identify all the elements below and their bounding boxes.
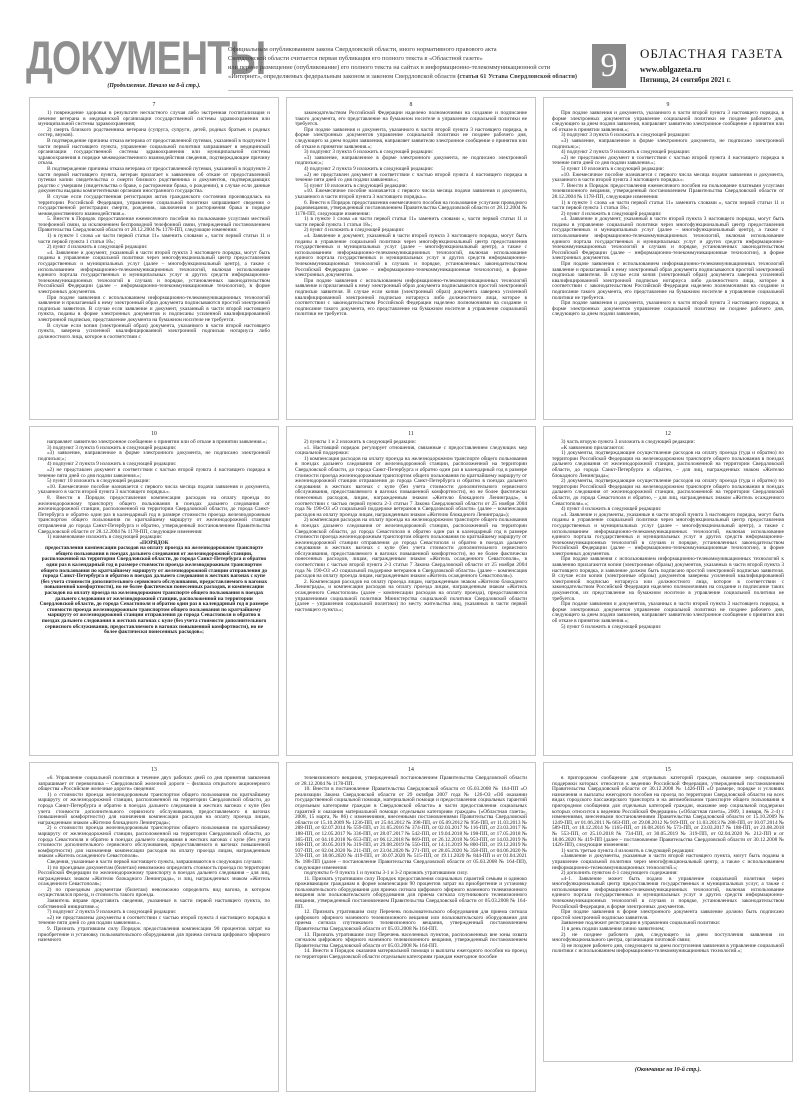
paragraph: Сведения, указанные в части первой настоящего пункта, запрашиваются в следующих случаях: xyxy=(47,858,263,865)
paragraph: 8. Внести в Порядок предоставления компенсации расходов на оплату проезда по железнодорожному транспорту общего пользования в поездах дальнего следования от железнодорожной станции, расположенной на территории Свердловской области, до города Санкт-Петербурга и обратно один раз в календарный год в размере стоимости проезда железнодорожным транспортом общего пользования по кратчайшему маршруту от железнодорожной станции отправления до города Санкт-Петербурга и обратно, утвержденный постановлением Правительства Свердловской области от 28.12.2004 № 1178-ПП, следующие изменения: xyxy=(38,494,270,535)
paragraph: 5) пункт 10 изложить в следующей редакции: xyxy=(561,165,664,172)
paragraph: 1) в пункте 1 слова «и части первой статьи 11» заменить словами «, части первой статьи 11 и части первой пункта 1 статьи 18»; xyxy=(295,216,527,228)
paragraph: 5. Внести в Порядок предоставления ежемесячного пособия на пользование услугами местной телефонной связи, за исключением беспроводной телефонной связи, утвержденный постановлением Правительства Свердловской области от 28.12.2004 № 1178-ПП, следующие изменения: xyxy=(38,216,270,234)
paragraph: 2) пункт 4 изложить в следующей редакции: xyxy=(47,244,148,251)
paragraph: 13. Признать утратившим силу Перечень населенных пунктов, расположенных вне зоны охвата сигналом цифрового эфирного наземного телевизионного вещания, утвержденный постановлением Правительства Свердловской области от 05.03.2008 № 164-ПП. xyxy=(295,931,527,949)
paragraph: «4. Заявление и документ, указанный в части второй пункта 3 настоящего порядка, могут быть поданы в управление социальной политики через многофункциональный центр предоставления государственных и муниципальных услуг (далее – многофункциональный центр), а также с использованием информационно-телекоммуникационных технологий, включая использование единого портала государственных и муниципальных услуг и других средств информационно-телекоммуникационных технологий в случаях и порядке, установленных законодательством Российской Федерации (далее – информационно-телекоммуникационные технологии), в форме электронных документов. xyxy=(38,249,270,295)
paragraph: 4) подпункт 2 пункта 9 изложить в следующей редакции: xyxy=(47,461,177,468)
paragraph: 2) дополнить пунктом 4-1 следующего содержания: xyxy=(561,870,678,877)
header-divider xyxy=(228,90,793,91)
paragraph: «6. Управление социальной политики в течение двух рабочих дней со дня принятия заявления запрашивает от перевозчика – Свердловской железной дороги – филиала открытого акционерного общества «Российские железные дороги» сведения: xyxy=(38,775,270,793)
paragraph: 2) компенсация расходов на оплату проезда на железнодорожном транспорте общего пользования в поездах дальнего следования от железнодорожной станции, расположенной на территории Свердловской области, до города Севастополя и обратно один раз в календарный год в размере стоимости проезда железнодорожным транспортом общего пользования по кратчайшему маршруту от железнодорожной станции отправления до города Севастополя и обратно в поездах дальнего следования в жестких вагонах с купе (без учета стоимости дополнительного сервисного обслуживания, предоставляемого в вагонах повышенной комфортности), но не более фактически понесенных расходов, лицам, награжденным знаком «Житель осажденного Севастополя», в соответствии с частью второй пункта 2-3 статьи 7 Закона Свердловской области от 25 ноября 2004 года № 190-ОЗ «О социальной поддержке ветеранов в Свердловской области» (далее – компенсация расходов на оплату проезда лицам, награжденным знаком «Житель осажденного Севастополя»). xyxy=(295,517,527,580)
paragraph: подпункты 6–9 пункта 1 и пункты 3-1 и 3-2 признать утратившими силу. xyxy=(304,870,469,877)
paragraph: «К заявлению прилагаются: xyxy=(561,444,625,451)
paragraph: 1) в день подачи заявления лично заявителем; xyxy=(561,926,665,933)
article-block-15 xyxy=(543,762,793,1062)
paragraph: При подаче заявления с использованием информационно-телекоммуникационных технологий заявление и прилагаемый к нему электронный образ документа подписываются простой электронной подписью заявителя. В случае если копия (электронный образ) документа заверена усиленной квалифицированной электронной подписью нотариуса либо должностного лица, которое в соответствии с законодательством Российской Федерации наделено полномочиями на создание и подписание такого документа, его представление на бумажном носителе в управление социальной политики не требуется. xyxy=(552,261,784,301)
paragraph: 2) о стоимости проезда железнодорожным транспортом общего пользования по кратчайшему маршруту от железнодорожной станции, расположенной на территории Свердловской области, до города Севастополя и обратно в поездах дальнего следования в жестких вагонах с купе (без учета стоимости дополнительного сервисного обслуживания, предоставляемого в вагонах повышенной комфортности) для назначения компенсации расходов на оплату проезда лицам, награжденным знаком «Житель осажденного Севастополя». xyxy=(38,825,270,860)
paragraph: 2) пункт 4 изложить в следующей редакции: xyxy=(561,210,662,217)
paragraph: 2) документы, подтверждающие осуществление расходов на оплату проезда (туда и обратно) по территории Российской Федерации на железнодорожном транспорте общего пользования в поездах дальнего следования от железнодорожной станции, расположенной на территории Свердловской области, до города Севастополя и обратно, – для лиц, награжденных знаком «Житель осажденного Севастополя».»; xyxy=(552,478,784,507)
paragraph: При подаче заявления с использованием информационно-телекоммуникационных технологий заявление и прилагаемый к нему электронный образ документа подписываются простой электронной подписью заявителя. В случае если заявление и документ, указанный в части второй настоящего пункта, поданы в форме электронных документов и подписаны усиленной квалифицированной электронной подписью, представление документа на бумажном носителе не требуется. xyxy=(38,294,270,323)
paragraph: При подаче заявления и документа, указанного в части второй пункта 3 настоящего порядка, в форме электронных документов управление социальной политики не позднее рабочего дня, следующего за днем подачи заявления, xyxy=(552,300,784,318)
paragraph: 6. Внести в Порядок предоставления ежемесячного пособия на пользование услугами проводного радиовещания, утвержденный постановлением Правительства Свердловской области от 28.12.2004 № 1178-ПП, следующие изменения: xyxy=(295,199,527,217)
article-block-14 xyxy=(286,762,536,1092)
paragraph: При подаче заявления и документов, указанных в части второй пункта 3 настоящего порядка, в форме электронных документов управление социальной политики не позднее рабочего дня, следующего за днем подачи заявления, направляет заявителю электронное сообщение о принятии или об отказе в принятии заявления.»; xyxy=(552,601,784,624)
block-body xyxy=(38,776,270,944)
paragraph: «3) заявление, направленное в форме электронного документа, не подписано электронной подписью;»; xyxy=(295,154,527,167)
newspaper-name: ОБЛАСТНАЯ ГАЗЕТА xyxy=(640,46,784,61)
paragraph: 11. Признать утратившим силу Порядок предоставления социальных гарантий семьям и одиноко проживающим гражданам в форме компенсации 90 процентов затрат на приобретение и установку пользовательского оборудования для приема сигнала цифрового эфирного наземного телевизионного вещания или пользовательского оборудования для приема сигнала спутникового телевизионного вещания, утвержденный постановлением Правительства Свердловской области от 05.03.2008 № 164-ПП. xyxy=(295,875,527,910)
paragraph: 5) пункт 10 изложить в следующей редакции: xyxy=(47,478,150,485)
paragraph: 10. Внести в постановление Правительства Свердловской области от 05.03.2008 № 164-ПП «О реализации Закона Свердловской области от 29 октября 2007 года № 126-ОЗ «Об оказании государственной социальной помощи, материальной помощи и предоставлении социальных гарантий отдельным категориям граждан в Свердловской области» в части предоставления социальных гарантий и оказания материальной помощи отдельным категориям граждан» («Областная газета», 2008, 15 марта, № 86) с изменениями, внесенными постановлениями Правительства Свердловской области от 15.10.2009 № 1236-ПП, от 25.04.2012 № 398-ПП, от 05.09.2012 № 956-ПП, от 11.03.2013 № 288-ПП, от 02.07.2014 № 559-ПП, от 31.05.2016 № 374-ПП, от 02.03.2017 № 116-ПП, от 23.03.2017 № 188-ПП, от 12.05.2017 № 336-ПП, от 28.07.2017 № 542-ПП, от 19.04.2018 № 198-ПП, от 17.05.2018 № 305-ПП, от 04.10.2018 № 653-ПП, от 06.12.2018 № 869-ПП, от 26.12.2018 № 953-ПП, от 14.03.2019 № 168-ПП, от 30.05.2019 № 319-ПП, от 29.08.2019 № 550-ПП, от 14.11.2019 № 800-ПП, от 19.12.2019 № 937-ПП, от 02.04.2020 № 211-ПП, от 23.04.2020 № 271-ПП, от 28.05.2020 № 358-ПП, от 04.06.2020 № 378-ПП, от 18.06.2020 № 419-ПП, от 30.07.2020 № 515-ПП, от 19.11.2020 № 844-ПП и от 01.04.2021 № 188-ПП (далее – постановление Правительства Свердловской области от 05.03.2008 № 164-ПП), следующие изменения: xyxy=(295,786,527,871)
paragraph: 4) подпункт 2 пункта 9 изложить в следующей редакции: xyxy=(561,149,691,156)
continuation-note: (Продолжение. Начало на 8-й стр.). xyxy=(107,83,201,89)
ending-note: (Окончание на 10-й стр.). xyxy=(634,1067,702,1073)
paragraph: 1) в пункте 1 слова «и части первой статьи 11» заменить словами «, части первой статьи 11 и части первой пункта 1 статьи 18»; xyxy=(552,199,784,212)
last-column-cell xyxy=(543,762,793,1092)
paragraph: 1) документы, подтверждающие осуществление расходов на оплату проезда (туда и обратно) по территории Российской Федерации на железнодорожном транспорте общего пользования в поездах дальнего следования от железнодорожной станции, расположенной на территории Свердловской области, до города Санкт-Петербурга и обратно, – для лиц, награжденных знаком «Жителю блокадного Ленинграда»; xyxy=(552,450,784,479)
page-number-badge: 9 xyxy=(592,44,626,88)
paragraph: 4) пункт 4 изложить в следующей редакции: xyxy=(561,506,662,513)
paragraph: При подаче заявления в форме электронного документа заявление должно быть подписано простой электронной подписью заявителя. xyxy=(552,909,784,921)
paragraph: В подтверждение причины отказа ветерана от предоставленной путевки, указанной в подпункте 1 части первой настоящего пункта, управление социальной политики запрашивает в медицинской организации государственной системы здравоохранения или муниципальной системы здравоохранения в порядке межведомственного взаимодействия сведения, подтверждающие причину отказа. xyxy=(38,137,270,167)
paragraph: законодательством Российской Федерации наделено полномочиями на создание и подписание такого документа, его представление на бумажном носителе в управление социальной политики не требуется. xyxy=(295,110,527,128)
paragraph: «4. Заявление и документ, указанный в части второй пункта 3 настоящего порядка, могут быть поданы в управление социальной политики через многофункциональный центр предоставления государственных и муниципальных услуг (далее – многофункциональный центр), а также с использованием информационно-телекоммуникационных технологий, включая использование единого портала государственных и муниципальных услуг и других средств информационно-телекоммуникационных технологий в случаях и порядке, установленных законодательством Российской Федерации (далее – информационно-телекоммуникационные технологии), в форме электронных документов. xyxy=(552,216,784,262)
block-body xyxy=(38,440,270,636)
paragraph: «2) не представлен документ в соответствии с частью второй пункта 4 настоящего порядка в течение пяти дней со дня подачи заявления.»; xyxy=(552,154,784,167)
paragraph: 2) не позднее рабочего дня, следующего за днем поступления заявления из многофункционального центра, организации почтовой связи; xyxy=(552,931,784,944)
paragraph: При подаче заявления с использованием информационно-телекоммуникационных технологий заявление и прилагаемый к нему электронный образ документа подписываются простой электронной подписью заявителя. В случае если копия (электронный образ) документа заверена усиленной квалифицированной электронной подписью нотариуса либо должностного лица, которое в соответствии с законодательством Российской Федерации наделено полномочиями на создание и подписание такого документа, его представление на бумажном носителе в управление социальной политики не требуется. xyxy=(295,277,527,318)
paragraph: 3) подпункт 3 пункта 6 изложить в следующей редакции: xyxy=(304,149,434,156)
paragraph: 2) по проездным документам (билетам) невозможно определить вид вагона, в котором осуществлялся проезд, и стоимость такого проезда. xyxy=(38,886,270,899)
paragraph: 2. Компенсация расходов на оплату проезда лицам, награжденным знаком «Жителю блокадного Ленинграда», и компенсация расходов на оплату проезда лицам, награжденным знаком «Житель осажденного Севастополя» (далее – компенсации расходов на оплату проезда), предоставляются управлениями социальной политики Министерства социальной политики Свердловской области (далее – управления социальной политики) по месту жительства лиц, указанных в части первой настоящего пункта.»; xyxy=(295,578,527,613)
issue-date: Пятница, 24 сентября 2021 г. xyxy=(640,76,731,84)
block-number: 7 xyxy=(152,102,156,108)
paragraph: «4. Заявление и документ, указанный в части второй пункта 3 настоящего порядка, могут быть поданы в управление социальной политики через многофункциональный центр предоставления государственных и муниципальных услуг (далее – многофункциональный центр), а также с использованием информационно-телекоммуникационных технологий, включая использование единого портала государственных и муниципальных услуг и других средств информационно-телекоммуникационных технологий в случаях и порядке, установленных законодательством Российской Федерации (далее – информационно-телекоммуникационные технологии), в форме электронных документов. xyxy=(295,233,527,279)
block-number: 13 xyxy=(151,767,157,773)
article-block-7 xyxy=(29,97,279,420)
paragraph: «10. Ежемесячное пособие назначается с первого числа месяца подачи заявления и документа, указанного в части второй пункта 3 настоящего порядка.». xyxy=(552,171,784,184)
paragraph: 1) по проездным документам (билетам) невозможно определить стоимость проезда по территории Российской Федерации по железнодорожному транспорту в поездах дальнего следования – для лиц, награжденных знаком «Жителю блокадного Ленинграда», и лиц, награжденных знаком «Житель осажденного Севастополя»; xyxy=(38,864,270,888)
paragraph: 2) пункты 1 и 2 изложить в следующей редакции: xyxy=(304,439,417,445)
paragraph: «10. Ежемесячное пособие назначается с первого числа месяца подачи заявления и документа, указанного в части второй пункта 3 настоящего порядка.». xyxy=(38,483,270,496)
paragraph: «Заявление и документы, указанные в части второй настоящего пункта, могут быть поданы в управление социальной политики через многофункциональный центр, а также с использованием информационно-телекоммуникационных технологий.»; xyxy=(552,853,784,871)
article-grid xyxy=(29,97,793,1092)
paragraph: 2) пункт 4 изложить в следующей редакции: xyxy=(304,227,405,234)
paragraph: «10. Ежемесячное пособие назначается с первого числа месяца подачи заявления и документа, указанного в части второй пункта 3 настоящего порядка.». xyxy=(295,188,527,200)
paragraph: 3) подпункт 3 пункта 6 изложить в следующей редакции: xyxy=(47,444,177,451)
paragraph: 7) подпункт 2 пункта 9 изложить в следующей редакции: xyxy=(47,909,177,916)
paragraph: «3) заявление, направленное в форме электронного документа, не подписано электронной подписью;»; xyxy=(38,450,270,462)
paragraph: 4) подпункт 2 пункта 9 изложить в следующей редакции: xyxy=(304,165,434,172)
block-body xyxy=(38,111,270,340)
masthead-subtitle xyxy=(228,45,588,81)
paragraph: 1) компенсация расходов на оплату проезда на железнодорожном транспорте общего пользования в поездах дальнего следования от железнодорожной станции, расположенной на территории Свердловской области, до города Санкт-Петербурга и обратно один раз в календарный год в размере стоимости проезда железнодорожным транспортом общего пользования по кратчайшему маршруту от железнодорожной станции отправления до города Санкт-Петербурга и обратно в поездах дальнего следования в жестких вагонах с купе (без учета стоимости дополнительного сервисного обслуживания, предоставляемого в вагонах повышенной комфортности), но не более фактически понесенных расходов, лицам, награжденным знаком «Жителю блокадного Ленинграда», в соответствии с частью первой пункта 2-3 статьи 7 Закона Свердловской области от 25 ноября 2004 года № 190-ОЗ «О социальной поддержке ветеранов в Свердловской области» (далее – компенсация расходов на оплату проезда лицам, награжденным знаком «Жителю блокадного Ленинграда»); xyxy=(295,455,527,518)
paragraph: 2) смерть близкого родственника ветерана (супруга, супруги, детей, родных братьев и родных сестер, внуков). xyxy=(38,126,270,139)
paragraph: 3) часть вторую пункта 3 изложить в следующей редакции: xyxy=(561,439,695,445)
subtitle-line: Свердловской области считается первая публикация его полного текста в «Областной газете» xyxy=(228,55,483,62)
newspaper-info xyxy=(640,46,795,84)
subtitle-line: «Интернет», определяемых федеральным законом и законом Свердловской области (статья 61 Устава Свердловской области) xyxy=(228,73,578,80)
paragraph: В случае если копия (электронный образ) документа, указанного в части второй настоящего пункта, заверена усиленной квалифицированной электронной подписью нотариуса либо должностного лица, которое в соответствии с xyxy=(38,322,270,340)
paragraph: телевизионного вещания, утвержденный постановлением Правительства Свердловской области от 28.12.2004 № 1178-ПП. xyxy=(295,775,527,787)
subtitle-bold-citation: (статья 61 Устава Свердловской области) xyxy=(457,73,578,80)
block-body xyxy=(552,111,784,318)
subtitle-line: или первое размещение (опубликование) его полного текста на сайтах в информационно-телекоммуникационной сети xyxy=(228,64,551,71)
paragraph: 1) часть третью пункта 4 изложить в следующей редакции: xyxy=(561,847,695,854)
block-body xyxy=(295,440,527,613)
paragraph: В случае если государственная регистрация актов гражданского состояния производилась на территории Российской Федерации, управление социальной политики запрашивает сведения о государственной регистрации смерти, рождения, заключения и расторжения брака в порядке межведомственного взаимодействия.». xyxy=(38,193,270,217)
paragraph: направляет заявителю электронное сообщение о принятии или об отказе в принятии заявления.»; xyxy=(47,439,268,445)
block-number: 15 xyxy=(665,767,671,773)
block-number: 9 xyxy=(666,102,670,108)
paragraph: 12. Признать утратившим силу Перечень пользовательского оборудования для приема сигнала цифрового эфирного наземного телевизионного вещания или пользовательского оборудования для приема сигнала спутникового телевизионного вещания, утвержденный постановлением Правительства Свердловской области от 05.03.2008 № 164-ПП. xyxy=(295,909,527,933)
article-block-12 xyxy=(543,426,793,756)
paragraph: 1) наименование изложить в следующей редакции: xyxy=(47,534,163,541)
paragraph: «2) не представлены документы в соответствии с частью второй пункта 4 настоящего порядка в течение пяти дней со дня подачи заявления.». xyxy=(38,914,270,927)
paragraph: 14. Внести в Порядок оказания материальной помощи и выплаты ежегодного пособия на проезд по территории Свердловской области отдельным категориям граждан ежегодное пособие xyxy=(295,948,527,960)
article-block-13 xyxy=(29,762,279,1092)
paragraph: 1) о стоимости проезда железнодорожным транспортом общего пользования по кратчайшему маршруту от железнодорожной станции, расположенной на территории Свердловской области, до города Санкт-Петербурга и обратно в поездах дальнего следования в жестких вагонах с купе (без учета стоимости дополнительного сервисного обслуживания, предоставляемого в вагонах повышенной комфортности) для назначения компенсации расходов на оплату проезда лицам, награжденным знаком «Жителю блокадного Ленинграда»; xyxy=(38,791,270,826)
paragraph: 5) пункт 6 изложить в следующей редакции: xyxy=(561,623,662,630)
block-number: 11 xyxy=(408,431,414,437)
paragraph: предоставления компенсации расходов на оплату проезда на железнодорожном транспорте общего пользования в поездах дальнего следования от железнодорожной станции, расположенной на территории Свердловской области, до города Санкт-Петербурга и обратно один раз в календарный год в размере стоимости проезда железнодорожным транспортом общего пользования по кратчайшему маршруту от железнодорожной станции отправления до города Санкт-Петербурга и обратно в поездах дальнего следования в жестких вагонах с купе (без учета стоимости дополнительного сервисного обслуживания, предоставляемого в вагонах повышенной комфортности), но не более фактически понесенных расходов, и компенсации расходов на оплату проезда на железнодорожном транспорте общего пользования в поездах дальнего следования от железнодорожной станции, расположенной на территории Свердловской области, до города Севастополя и обратно один раз в календарный год в размере стоимости проезда железнодорожным транспортом общего пользования по кратчайшему маршруту от железнодорожной станции отправления до города Севастополя и обратно в поездах дальнего следования в жестких вагонах с купе (без учета стоимости дополнительного сервисного обслуживания, предоставляемого в вагонах повышенной комфортности), но не более фактически понесенных расходов»; xyxy=(39,545,269,636)
paragraph: В подтверждение причины отказа ветерана от предоставленной путевки, указанной в подпункте 2 части первой настоящего пункта, ветеран прилагает к заявлению об отказе от предоставленной путевки копии свидетельства о смерти близкого родственника и документов, подтверждающих родство с умершим (свидетельства о браке, о расторжении брака, о рождении), в случае если данные документы выданы компетентными органами иностранного государства. xyxy=(38,165,270,195)
paragraph: При подаче заявления и документа, указанного в части второй пункта 3 настоящего порядка, в форме электронных документов управление социальной политики не позднее рабочего дня, следующего за днем подачи заявления, направляет заявителю электронное сообщение о принятии или об отказе в принятии заявления.»; xyxy=(552,110,784,133)
block-body xyxy=(295,776,527,961)
article-block-11 xyxy=(286,426,536,756)
block-body xyxy=(552,776,784,955)
article-block-8 xyxy=(286,97,536,420)
paragraph: Заявление подлежит регистрации в управлении социальной политики: xyxy=(561,920,721,927)
block-number: 14 xyxy=(408,767,414,773)
block-number: 12 xyxy=(665,431,671,437)
block-body xyxy=(552,440,784,630)
block-body xyxy=(295,111,527,318)
section-title: ДОКУМЕНТЫ xyxy=(26,31,266,84)
paragraph: в пригородном сообщении для отдельных категорий граждан, оказание мер социальной поддержки которых относится к ведению Российской Федерации, утвержденный постановлением Правительства Свердловской области от 30.12.2008 № 1426-ПП «О размере, порядке и условиях назначения и выплаты ежегодного пособия на проезд по территории Свердловской области на всех видах городского пассажирского транспорта и на автомобильном транспорте общего пользования в пригородном сообщении для отдельных категорий граждан, оказание мер социальной поддержки которых относится к ведению Российской Федерации» («Областная газета», 2009, 1 января, № 2-4) с изменениями, внесенными постановлениями Правительства Свердловской области от 15.10.2009 № 1249-ПП, от 01.06.2011 № 663-ПП, от 29.08.2012 № 919-ПП, от 11.03.2013 № 288-ПП, от 10.07.2014 № 589-ПП, от 18.12.2014 № 1165-ПП, от 16.08.2016 № 573-ПП, от 23.03.2017 № 188-ПП, от 23.08.2018 № 553-ПП, от 25.10.2018 № 734-ПП, от 30.05.2019 № 319-ПП, от 02.04.2020 № 212-ПП и от 18.06.2020 № 419-ПП (далее – постановление Правительства Свердловской области от 30.12.2008 № 1426-ПП), следующие изменения: xyxy=(552,775,784,849)
paragraph: «4. Заявление и документы, указанные в части второй пункта 3 настоящего порядка, могут быть поданы в управление социальной политики через многофункциональный центр предоставления государственных и муниципальных услуг (далее – многофункциональный центр), а также с использованием информационно-телекоммуникационных технологий, включая использование единого портала государственных и муниципальных услуг и других средств информационно-телекоммуникационных технологий в случаях и порядке, установленных законодательством Российской Федерации (далее – информационно-телекоммуникационные технологии), в форме электронных документов. xyxy=(552,511,784,557)
paragraph: «3) заявление, направленное в форме электронного документа, не подписано электронной подписью;»; xyxy=(552,137,784,150)
paragraph: 3) не позднее рабочего дня, следующего за днем поступления заявления в управление социальной политики с использованием информационно-телекоммуникационных технологий.»; xyxy=(552,942,784,955)
paragraph: «ПОРЯДОК xyxy=(139,539,169,546)
paragraph: 3) подпункт 3 пункта 6 изложить в следующей редакции: xyxy=(561,132,691,139)
paragraph: «4-1. Заявление может быть подано в управление социальной политики через многофункциональный центр предоставления государственных и муниципальных услуг, а также с использованием информационно-телекоммуникационных технологий, включая использование единого портала государственных и муниципальных услуг и других средств информационно-телекоммуникационных технологий в случаях и порядке, установленных законодательством Российской Федерации, в форме электронных документов. xyxy=(552,875,784,910)
paragraph: При подаче заявления и документа, указанного в части второй пункта 3 настоящего порядка, в форме электронных документов управление социальной политики не позднее рабочего дня, следующего за днем подачи заявления, направляет заявителю электронное сообщение о принятии или об отказе в принятии заявления.»; xyxy=(295,126,527,150)
block-number: 10 xyxy=(151,431,157,437)
paragraph: «1. Настоящий порядок регулирует отношения, связанные с предоставлением следующих мер социальной поддержки: xyxy=(295,444,527,457)
paragraph: «2) не представлен документ в соответствии с частью второй пункта 4 настоящего порядка в течение пяти дней со дня подачи заявления.»; xyxy=(38,466,270,479)
paragraph: 1) в пункте 1 слова «и части первой статьи 11» заменить словами «, части первой статьи 11 и части первой пункта 1 статьи 18»; xyxy=(38,233,270,245)
block-number: 8 xyxy=(409,102,413,108)
newspaper-website: www.oblgazeta.ru xyxy=(640,65,702,74)
paragraph: 1) повреждение здоровья в результате несчастного случая либо экстренная госпитализация и лечение ветерана в медицинской организации государственной системы здравоохранения или муниципальной системы здравоохранения; xyxy=(38,110,270,128)
subtitle-line: Официальным опубликованием закона Свердловской области, иного нормативного правового акта xyxy=(228,46,497,53)
paragraph: 9. Признать утратившим силу Порядок предоставления компенсации 90 процентов затрат на приобретение и установку пользовательского оборудования для приема сигнала цифрового эфирного наземного xyxy=(38,926,270,944)
paragraph: «2) не представлен документ в соответствии с частью второй пункта 4 настоящего порядка в течение пяти дней со дня подачи заявления.»; xyxy=(295,171,527,184)
paragraph: 5) пункт 10 изложить в следующей редакции: xyxy=(304,182,407,189)
paragraph: Заявитель вправе представить сведения, указанные в части первой настоящего пункта, по собственной инициативе.»; xyxy=(38,898,270,910)
article-block-10 xyxy=(29,426,279,756)
article-block-9 xyxy=(543,97,793,420)
paragraph: При подаче заявления с использованием информационно-телекоммуникационных технологий к заявлению прилагаются копии (электронные образы) документов, указанных в части второй пункта 3 настоящего порядка, и заявление должно быть подписано простой электронной подписью заявителя. В случае если копии (электронные образы) документов заверены усиленной квалифицированной электронной подписью нотариуса или должностного лица, которое в соответствии с законодательством Российской Федерации наделено полномочиями на создание и подписание таких документов, их представление на бумажном носителе в управление социальной политики не требуется. xyxy=(552,556,784,602)
paragraph: 7. Внести в Порядок предоставления ежемесячного пособия на пользование платными услугами телевизионного вещания, утвержденный постановлением Правительства Свердловской области от 28.12.2004 № 1178-ПП, следующие изменения: xyxy=(552,182,784,200)
